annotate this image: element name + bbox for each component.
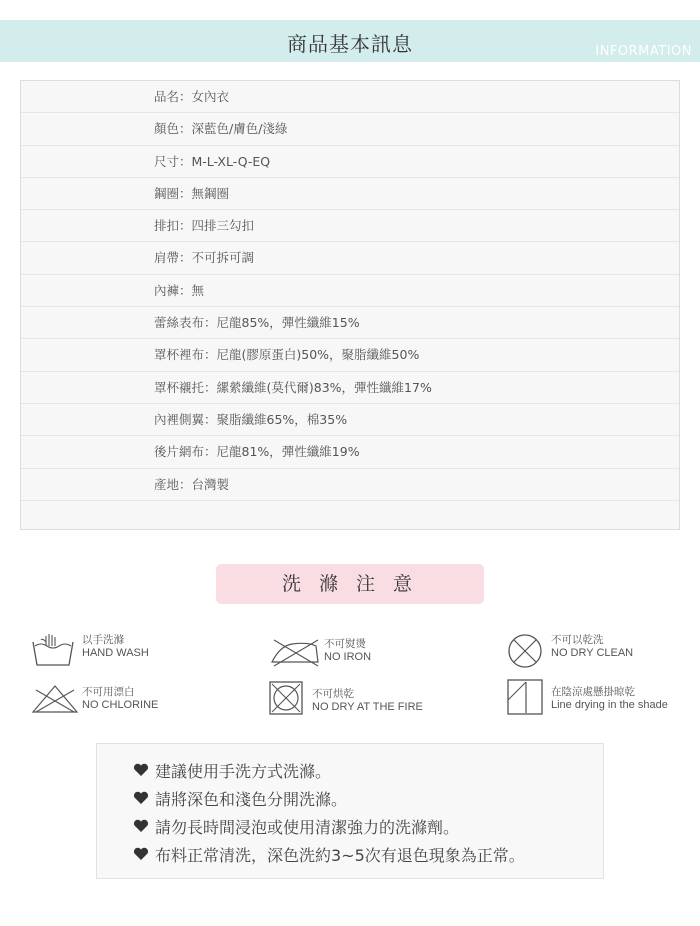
- page-title: 商品基本訊息: [287, 32, 413, 56]
- spec-row-name: 品名：女內衣: [21, 81, 679, 113]
- care-label-en: HAND WASH: [82, 647, 149, 659]
- care-line-dry-shade: [506, 678, 700, 718]
- spec-row-straps: 肩帶：不可拆可調: [21, 242, 679, 274]
- care-label-zh: 在陰涼處懸掛晾乾: [551, 686, 635, 698]
- spec-row-panties: 內褲：無: [21, 275, 679, 307]
- heart-icon: [133, 763, 149, 777]
- care-hand-wash: [30, 632, 230, 672]
- care-label-en: NO IRON: [324, 651, 372, 663]
- note-text: 請將深色和淺色分開洗滌。: [155, 790, 348, 809]
- hand-wash-icon: [30, 632, 78, 668]
- care-no-chlorine: [30, 684, 230, 724]
- care-label-zh: 不可烘乾: [312, 688, 354, 700]
- care-label-en: Line drying in the shade: [551, 699, 668, 711]
- care-label-zh: 不可以乾洗: [551, 634, 604, 646]
- care-label-zh: 不可用漂白: [82, 686, 135, 698]
- note-text: 建議使用手洗方式洗滌。: [155, 762, 332, 781]
- spec-row-side-wing: 內裡側翼：聚脂纖維65%，棉35%: [21, 404, 679, 436]
- care-no-dry-clean: [506, 632, 696, 672]
- no-dry-clean-icon: [506, 632, 544, 670]
- page-subtitle: INFORMATION: [595, 44, 692, 59]
- care-label-zh: 以手洗滌: [82, 634, 124, 646]
- notes-box: [96, 743, 604, 879]
- line-dry-shade-icon: [506, 678, 544, 716]
- wash-care-title: 洗 滌 注 意: [216, 564, 484, 604]
- no-chlorine-icon: [30, 684, 80, 714]
- no-tumble-dry-icon: [268, 680, 304, 716]
- care-label-en: NO CHLORINE: [82, 699, 159, 711]
- spec-row-underwire: 鋼圈：無鋼圈: [21, 178, 679, 210]
- spec-table: [20, 80, 680, 530]
- care-label-zh: 不可熨燙: [324, 638, 366, 650]
- care-label-en: NO DRY CLEAN: [551, 647, 634, 659]
- spec-row-color: 顏色：深藍色/膚色/淺綠: [21, 113, 679, 145]
- spec-row-hooks: 排扣：四排三勾扣: [21, 210, 679, 242]
- care-label-en: NO DRY AT THE FIRE: [312, 701, 423, 713]
- heart-icon: [133, 847, 149, 861]
- spec-row-cup-support: 罩杯襯托：縲縈纖維(莫代爾)83%，彈性纖維17%: [21, 372, 679, 404]
- spec-row-size: 尺寸：M-L-XL-Q-EQ: [21, 146, 679, 178]
- heart-icon: [133, 791, 149, 805]
- spec-row-back-mesh: 後片網布：尼龍81%，彈性纖維19%: [21, 436, 679, 468]
- spec-row-lace: 蕾絲表布：尼龍85%，彈性纖維15%: [21, 307, 679, 339]
- no-iron-icon: [268, 636, 322, 668]
- spec-row-cup-lining: 罩杯裡布：尼龍(膠原蛋白)50%，聚脂纖維50%: [21, 339, 679, 371]
- note-text: 布料正常清洗，深色洗約3~5次有退色現象為正常。: [155, 846, 525, 865]
- note-text: 請勿長時間浸泡或使用清潔強力的洗滌劑。: [155, 818, 460, 837]
- care-no-tumble-dry: [268, 680, 468, 720]
- spec-row-empty: [21, 501, 679, 533]
- care-no-iron: [268, 636, 468, 676]
- spec-row-origin: 產地：台灣製: [21, 469, 679, 501]
- heart-icon: [133, 819, 149, 833]
